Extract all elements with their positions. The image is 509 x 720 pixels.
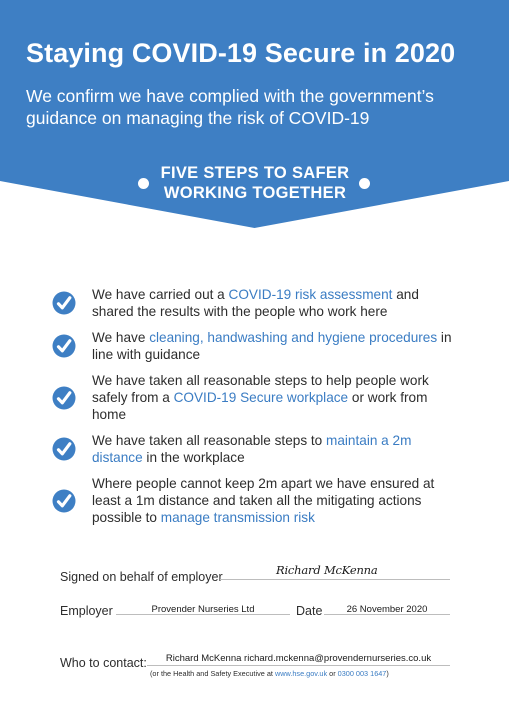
- signature: Richard McKenna: [276, 563, 378, 577]
- step-text: We have taken all reasonable steps to help people work safely from a COVID-19 Secure workplace or work from home: [92, 373, 429, 422]
- contact-line: [147, 665, 450, 666]
- step-link[interactable]: maintain a 2m distance: [92, 433, 412, 465]
- signature-line: [220, 579, 450, 580]
- date-label: Date: [296, 604, 323, 618]
- step-link[interactable]: cleaning, handwashing and hygiene procedures: [149, 330, 438, 345]
- signed-label: Signed on behalf of employer: [60, 570, 223, 584]
- hse-phone-link[interactable]: 0300 003 1647: [337, 669, 387, 678]
- employer-label: Employer: [60, 604, 113, 618]
- step-text: We have cleaning, handwashing and hygiene procedures in line with guidance: [92, 330, 452, 362]
- page-title: Staying COVID-19 Secure in 2020: [26, 38, 456, 68]
- date-value: 26 November 2020: [346, 604, 428, 615]
- bullet-dot-right: [359, 178, 370, 189]
- step-item: [52, 286, 462, 320]
- steps-list: [52, 286, 462, 535]
- footnote: (or the Health and Safety Executive at www.hse.gov.uk or 0300 003 1647): [150, 669, 389, 678]
- step-link[interactable]: COVID-19 Secure workplace: [173, 390, 349, 405]
- check-circle-icon: [52, 334, 76, 358]
- check-circle-icon: [52, 437, 76, 461]
- step-item: [52, 329, 462, 363]
- page-subtitle: We confirm we have complied with the government’s guidance on managing the risk of COVID-19: [26, 86, 434, 128]
- banner-line-1: FIVE STEPS TO SAFER: [160, 164, 350, 182]
- step-text: We have carried out a COVID-19 risk assessment and shared the results with the people who work here: [92, 287, 419, 319]
- hse-website-link[interactable]: www.hse.gov.uk: [274, 669, 328, 678]
- step-item: [52, 432, 462, 466]
- step-link[interactable]: COVID-19 risk assessment: [228, 287, 393, 302]
- five-steps-banner: [110, 163, 400, 203]
- contact-value: Richard McKenna richard.mckenna@provendernurseries.co.uk: [165, 653, 432, 664]
- contact-label: Who to contact:: [60, 656, 147, 670]
- check-circle-icon: [52, 386, 76, 410]
- banner-line-2: WORKING TOGETHER: [163, 184, 347, 202]
- step-item: [52, 475, 462, 526]
- step-link[interactable]: manage transmission risk: [160, 510, 315, 525]
- check-circle-icon: [52, 489, 76, 513]
- check-circle-icon: [52, 291, 76, 315]
- step-item: [52, 372, 462, 423]
- step-text: We have taken all reasonable steps to maintain a 2m distance in the workplace: [92, 433, 412, 465]
- employer-value: Provender Nurseries Ltd: [151, 604, 255, 615]
- step-text: Where people cannot keep 2m apart we have ensured at least a 1m distance and taken all the mitigating actions possible to manage transmission risk: [92, 476, 435, 525]
